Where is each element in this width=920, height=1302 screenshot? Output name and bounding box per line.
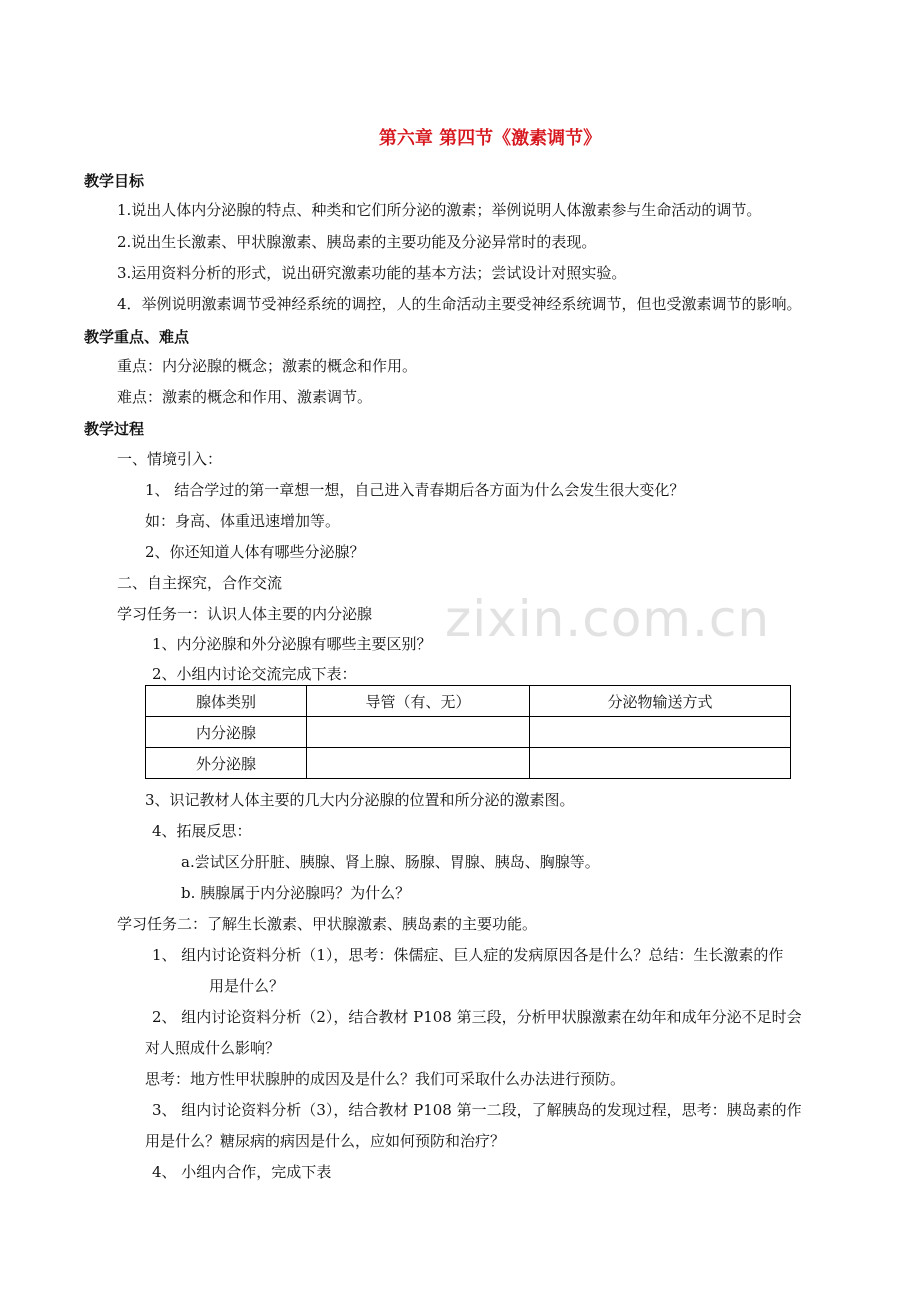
- table-cell: 内分泌腺: [146, 717, 307, 748]
- table-header-cell: 导管（有、无）: [307, 686, 530, 717]
- task-1-item-4: 4、拓展反思：: [152, 822, 252, 840]
- task-2-item-2: 2、 组内讨论资料分析（2），结合教材 P108 第三段，分析甲状腺激素在幼年和成年分泌不足时会: [152, 1008, 802, 1026]
- task-1-item-1: 1、内分泌腺和外分泌腺有哪些主要区别？: [152, 635, 432, 653]
- objective-2: 2.说出生长激素、甲状腺激素、胰岛素的主要功能及分泌异常时的表现。: [117, 233, 597, 251]
- difficult-point: 难点：激素的概念和作用、激素调节。: [117, 388, 373, 406]
- objectives-heading: 教学目标: [84, 172, 145, 190]
- part-1-heading: 一、情境引入：: [117, 450, 223, 468]
- task-2-item-3-cont: 用是什么？糖尿病的病因是什么，应如何预防和治疗？: [145, 1132, 506, 1150]
- task-1-item-2: 2、小组内讨论交流完成下表：: [152, 665, 357, 683]
- task-2-item-2-cont: 对人照成什么影响？: [145, 1039, 281, 1057]
- task-1-item-3: 3、识记教材人体主要的几大内分泌腺的位置和所分泌的激素图。: [145, 791, 575, 809]
- task-1-item-4a: a.尝试区分肝脏、胰腺、肾上腺、肠腺、胃腺、胰岛、胸腺等。: [181, 853, 600, 871]
- task-1-heading: 学习任务一：认识人体主要的内分泌腺: [117, 605, 373, 623]
- task-2-heading: 学习任务二：了解生长激素、甲状腺激素、胰岛素的主要功能。: [117, 915, 538, 933]
- table-header-cell: 腺体类别: [146, 686, 307, 717]
- question-1: 1、 结合学过的第一章想一想，自己进入青春期后各方面为什么会发生很大变化？: [145, 481, 685, 499]
- part-2-heading: 二、自主探究，合作交流: [117, 574, 283, 592]
- objective-1: 1.说出人体内分泌腺的特点、种类和它们所分泌的激素；举例说明人体激素参与生命活动的调节。: [117, 201, 762, 219]
- task-2-item-1-cont: 用是什么？: [209, 977, 285, 995]
- table-cell: [307, 748, 530, 779]
- task-2-item-1: 1、 组内讨论资料分析（1），思考：侏儒症、巨人症的发病原因各是什么？总结：生长激素的作: [152, 946, 784, 964]
- table-cell: [530, 717, 791, 748]
- table-cell: 外分泌腺: [146, 748, 307, 779]
- objective-3: 3.运用资料分析的形式，说出研究激素功能的基本方法；尝试设计对照实验。: [117, 264, 627, 282]
- task-1-item-4b: b. 胰腺属于内分泌腺吗？为什么？: [181, 884, 411, 902]
- table-header-cell: 分泌物输送方式: [530, 686, 791, 717]
- table-cell: [307, 717, 530, 748]
- page-title: 第六章 第四节《激素调节》: [378, 128, 602, 149]
- watermark: zixin.com.cn: [445, 590, 771, 648]
- objective-4: 4．举例说明激素调节受神经系统的调控，人的生命活动主要受神经系统调节，但也受激素调节的影响。: [117, 295, 802, 313]
- task-2-item-3: 3、 组内讨论资料分析（3），结合教材 P108 第一二段，了解胰岛的发现过程，思考：胰岛素的作: [152, 1101, 802, 1119]
- table-row: [146, 717, 791, 748]
- process-heading: 教学过程: [84, 420, 145, 438]
- table-row: [146, 748, 791, 779]
- question-1-example: 如：身高、体重迅速增加等。: [145, 512, 341, 530]
- gland-comparison-table: [145, 685, 791, 779]
- task-2-item-4: 4、 小组内合作，完成下表: [152, 1163, 332, 1181]
- table-cell: [530, 748, 791, 779]
- table-header-row: [146, 686, 791, 717]
- question-2: 2、你还知道人体有哪些分泌腺？: [145, 543, 365, 561]
- key-points-heading: 教学重点、难点: [84, 328, 190, 346]
- task-2-item-2-think: 思考：地方性甲状腺肿的成因及是什么？我们可采取什么办法进行预防。: [145, 1070, 626, 1088]
- key-point: 重点：内分泌腺的概念；激素的概念和作用。: [117, 357, 418, 375]
